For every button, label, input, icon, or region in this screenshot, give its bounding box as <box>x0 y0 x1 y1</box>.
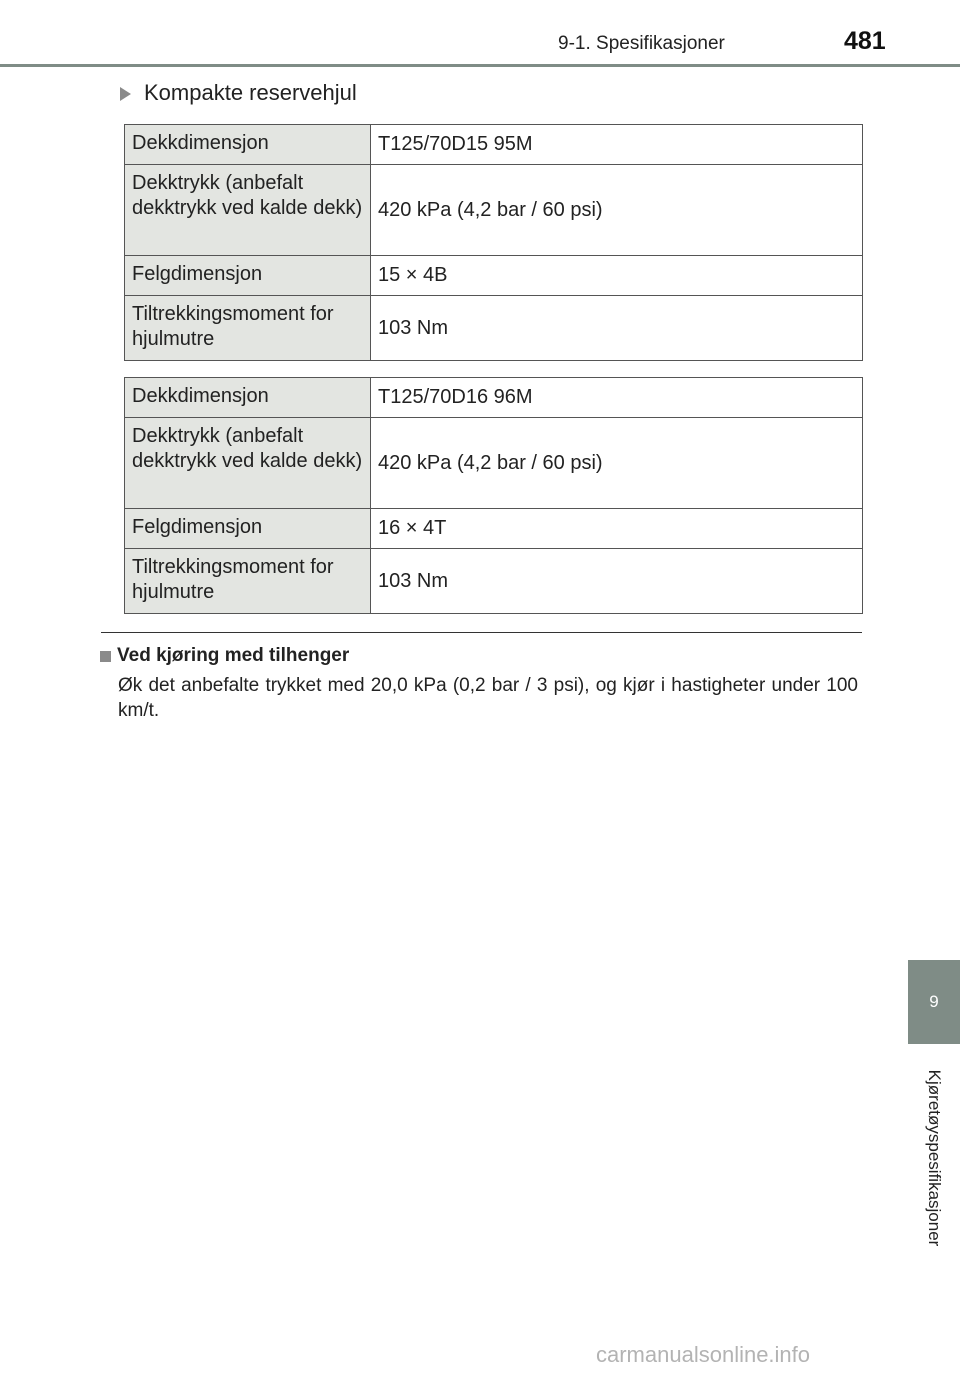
row-label: Felgdimensjon <box>125 509 371 549</box>
table-row <box>125 256 863 296</box>
row-label: Tiltrekkingsmoment for hjulmutre <box>125 549 371 614</box>
note-heading <box>100 645 349 667</box>
section-title: 9-1. Spesifikasjoner <box>558 33 725 54</box>
row-value: 16 × 4T <box>371 509 863 549</box>
table-row <box>125 549 863 614</box>
chapter-tab <box>908 960 960 1044</box>
table-row <box>125 509 863 549</box>
section-divider <box>101 632 862 633</box>
row-label: Felgdimensjon <box>125 256 371 296</box>
watermark: carmanualsonline.info <box>596 1342 811 1367</box>
row-label: Dekktrykk (anbefalt dekktrykk ved kalde dekk) <box>125 418 371 509</box>
row-value: 103 Nm <box>371 296 863 361</box>
table-row <box>125 296 863 361</box>
row-value: 420 kPa (4,2 bar / 60 psi) <box>371 418 863 509</box>
row-label: Dekkdimensjon <box>125 378 371 418</box>
row-value: 15 × 4B <box>371 256 863 296</box>
row-value: 103 Nm <box>371 549 863 614</box>
row-label: Dekkdimensjon <box>125 125 371 165</box>
subheading <box>120 80 357 106</box>
triangle-bullet-icon <box>120 87 131 101</box>
table-row <box>125 165 863 256</box>
table-row <box>125 418 863 509</box>
table-row <box>125 125 863 165</box>
spec-table-16 <box>124 377 863 614</box>
row-value: T125/70D16 96M <box>371 378 863 418</box>
note-body: Øk det anbefalte trykket med 20,0 kPa (0,2 bar / 3 psi), og kjør i hastigheter under 100 km/t. <box>118 675 858 721</box>
row-label: Tiltrekkingsmoment for hjulmutre <box>125 296 371 361</box>
note-title: Ved kjøring med tilhenger <box>117 645 350 666</box>
header-rule <box>0 64 960 67</box>
subheading-text: Kompakte reservehjul <box>144 80 357 105</box>
page-number: 481 <box>844 27 886 55</box>
chapter-number: 9 <box>929 992 939 1011</box>
row-label: Dekktrykk (anbefalt dekktrykk ved kalde dekk) <box>125 165 371 256</box>
row-value: T125/70D15 95M <box>371 125 863 165</box>
chapter-label: Kjøretøyspesifikasjoner <box>925 1069 944 1247</box>
row-value: 420 kPa (4,2 bar / 60 psi) <box>371 165 863 256</box>
table-row <box>125 378 863 418</box>
square-bullet-icon <box>100 651 111 662</box>
spec-table-15 <box>124 124 863 361</box>
